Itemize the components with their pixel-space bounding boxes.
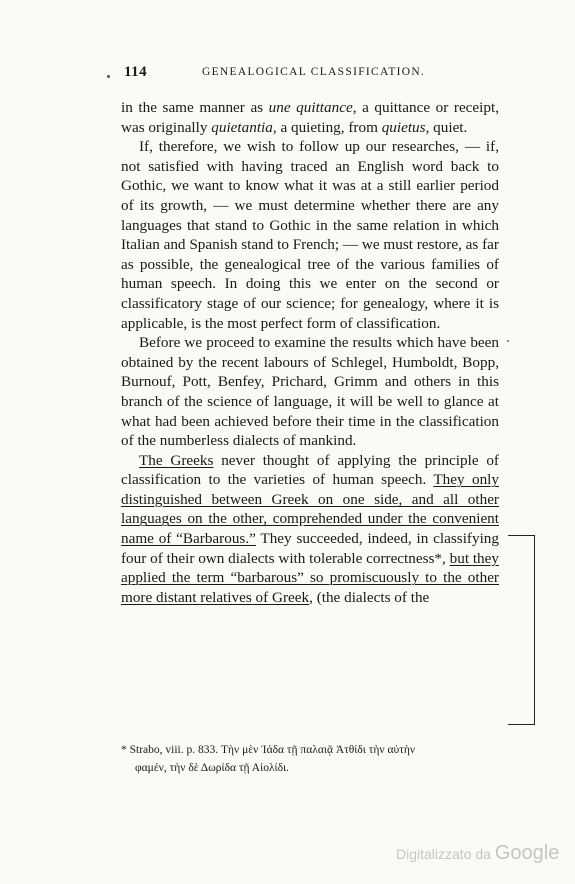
page-header bbox=[124, 64, 504, 82]
footnote-line: φαμέν, τὴν δὲ Δωρίδα τῇ Αἰολίδι. bbox=[135, 762, 290, 774]
italic-term: quietantia bbox=[211, 118, 273, 136]
watermark-prefix: Digitalizzato da bbox=[396, 846, 495, 862]
underlined-passage: The Greeks bbox=[139, 451, 214, 469]
paragraph-continuation: in the same manner as une quittance, a quittance or receipt, was originally quietantia, a quieting, from quietus, quiet. bbox=[121, 99, 499, 136]
italic-term: quietus bbox=[381, 118, 426, 136]
running-title: GENEALOGICAL CLASSIFICATION. bbox=[202, 66, 426, 78]
paragraph-classification-history: Before we proceed to examine the results which have been obtained by the recent labours of Schlegel, Humboldt, Bopp, Burnouf, Pott, Benfey, Prichard, Grimm and others in this branch of the science of language, it will be well to glance at what had been achieved before their time in the classification of the numberless dialects of mankind. bbox=[121, 334, 499, 450]
page-number: 114 bbox=[124, 64, 148, 80]
underlined-passage: They only distinguished between Greek on one side, and all other languages on the other, comprehended under the convenient name of “Barbarous.” bbox=[121, 471, 499, 548]
body-text bbox=[121, 98, 499, 607]
paragraph-greeks: The Greeks never thought of applying the principle of classification to the varieties of human speech. They only distinguished between Greek on one side, and all other languages on the other, comprehended under the convenient name of “Barbarous.” They succeeded, indeed, in classifying four of their own dialects with tolerable correctness*, but they applied the term “barbarous” so promiscuously to the other more distant relatives of Greek, (the dialects of the bbox=[121, 451, 499, 606]
italic-term: une quittance bbox=[268, 99, 353, 116]
footnote bbox=[121, 741, 505, 777]
underlined-passage: but they applied the term “barbarous” so promiscuously to the other more distant relatives of Greek bbox=[121, 549, 499, 606]
ink-speck bbox=[507, 340, 509, 342]
watermark-brand: Google bbox=[494, 842, 560, 864]
ink-speck bbox=[107, 75, 110, 78]
footnote-line: * Strabo, viii. p. 833. Τὴν μὲν Ἰάδα τῇ παλαιᾷ Ἀτθίδι τὴν αὐτὴν bbox=[121, 744, 416, 756]
paragraph-genealogy: If, therefore, we wish to follow up our researches, — if, not satisfied with having traced an English word back to Gothic, we want to know what it was at a still earlier period of its growth, — we must determine whether there are any languages that stand to Gothic in the same relation in which Italian and Spanish stand to French; — we must restore, as far as possible, the genealogical tree of the various families of human speech. In doing this we enter on the second or classificatory stage of our science; for genealogy, where it is applicable, is the most perfect form of classification. bbox=[121, 138, 499, 332]
margin-bracket-mark bbox=[508, 535, 535, 725]
digitization-watermark bbox=[396, 842, 559, 865]
